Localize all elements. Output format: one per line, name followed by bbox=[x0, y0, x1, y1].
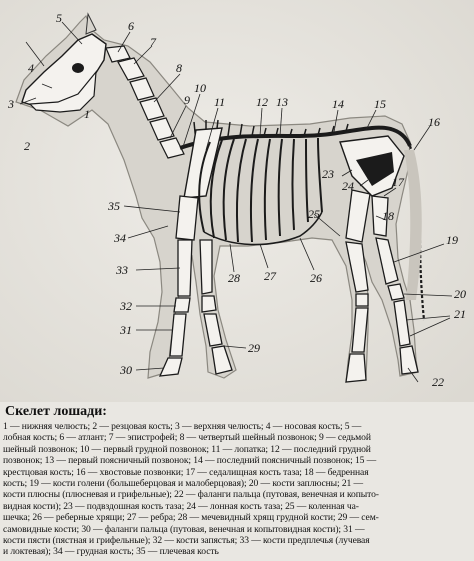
caption-line: 1 — нижняя челюсть; 2 — резцовая кость; 3 — верхняя челюсть; 4 — носовая кость; 5 — bbox=[3, 421, 362, 432]
callout-25: 25 bbox=[308, 207, 320, 221]
callout-34: 34 bbox=[114, 231, 126, 245]
callout-33: 33 bbox=[116, 263, 128, 277]
caption-line: кости пясти (пястная и грифельные); 32 — кости запястья; 33 — кости предплечья (лучевая bbox=[3, 535, 370, 547]
caption-line: шейный позвонок; 10 — первый грудной позвонок; 11 — лопатка; 12 — последний грудной bbox=[3, 443, 371, 455]
callout-11: 11 bbox=[214, 95, 226, 109]
callout-18: 18 bbox=[382, 209, 394, 223]
callout-5: 5 bbox=[56, 11, 62, 25]
callout-16: 16 bbox=[428, 115, 440, 129]
callout-22: 22 bbox=[432, 375, 444, 389]
caption-line: самовидные кости; 30 — фаланги пальца (путовая, венечная и копытовидная кости); 31 — bbox=[3, 523, 365, 535]
callout-12: 12 bbox=[256, 95, 268, 109]
eye-socket bbox=[72, 63, 84, 73]
callout-15: 15 bbox=[374, 97, 386, 111]
callout-6: 6 bbox=[128, 19, 134, 33]
callout-8: 8 bbox=[176, 61, 182, 75]
callout-20: 20 bbox=[454, 287, 466, 301]
callout-31: 31 bbox=[120, 323, 132, 337]
callout-29: 29 bbox=[248, 341, 260, 355]
callout-9: 9 bbox=[184, 93, 190, 107]
callout-26: 26 bbox=[310, 271, 322, 285]
callout-19: 19 bbox=[446, 233, 458, 247]
callout-4: 4 bbox=[28, 61, 34, 75]
callout-30: 30 bbox=[120, 363, 132, 377]
callout-17: 17 bbox=[392, 175, 404, 189]
caption-line: лобная кость; 6 — атлант; 7 — эпистрофей; 8 — четвертый шейный позвонок; 9 — седьмой bbox=[3, 432, 371, 444]
callout-27: 27 bbox=[264, 269, 276, 283]
caption-line: и локтевая); 34 — грудная кость; 35 — плечевая кость bbox=[3, 546, 219, 558]
callout-10: 10 bbox=[194, 81, 206, 95]
callout-35: 35 bbox=[108, 199, 120, 213]
callout-3: 3 bbox=[8, 97, 14, 111]
callout-7: 7 bbox=[150, 35, 156, 49]
callout-1: 1 bbox=[84, 107, 90, 121]
callout-23: 23 bbox=[322, 167, 334, 181]
callout-24: 24 bbox=[342, 179, 354, 193]
callout-28: 28 bbox=[228, 271, 240, 285]
caption-line: видная кости); 23 — подвздошная кость таза; 24 — лонная кость таза; 25 — коленная ча- bbox=[3, 500, 359, 512]
caption-line: кость; 19 — кости голени (большеберцовая и малоберцовая); 20 — кости заплюсны; 21 — bbox=[3, 478, 364, 490]
callout-13: 13 bbox=[276, 95, 288, 109]
callout-21: 21 bbox=[454, 307, 466, 321]
caption-line: кости плюсны (плюсневая и грифельные); 22 — фаланги пальца (путовая, венечная и копыто- bbox=[3, 489, 379, 501]
caption-line: позвонок; 13 — первый поясничный позвонок; 14 — последний поясничный позвонок; 15 — bbox=[3, 455, 377, 467]
caption-title: Скелет лошади: bbox=[5, 404, 107, 419]
caption-line: шечка; 26 — реберные хрящи; 27 — ребра; 28 — мечевидный хрящ грудной кости; 29 — сем- bbox=[3, 512, 379, 524]
figure-caption bbox=[3, 403, 469, 559]
caption-line: крестцовая кость; 16 — хвостовые позвонки; 17 — седалищная кость таза; 18 — бедренная bbox=[3, 466, 369, 478]
callout-32: 32 bbox=[120, 299, 132, 313]
callout-14: 14 bbox=[332, 97, 344, 111]
caption-legend bbox=[3, 421, 469, 558]
callout-2: 2 bbox=[24, 139, 30, 153]
